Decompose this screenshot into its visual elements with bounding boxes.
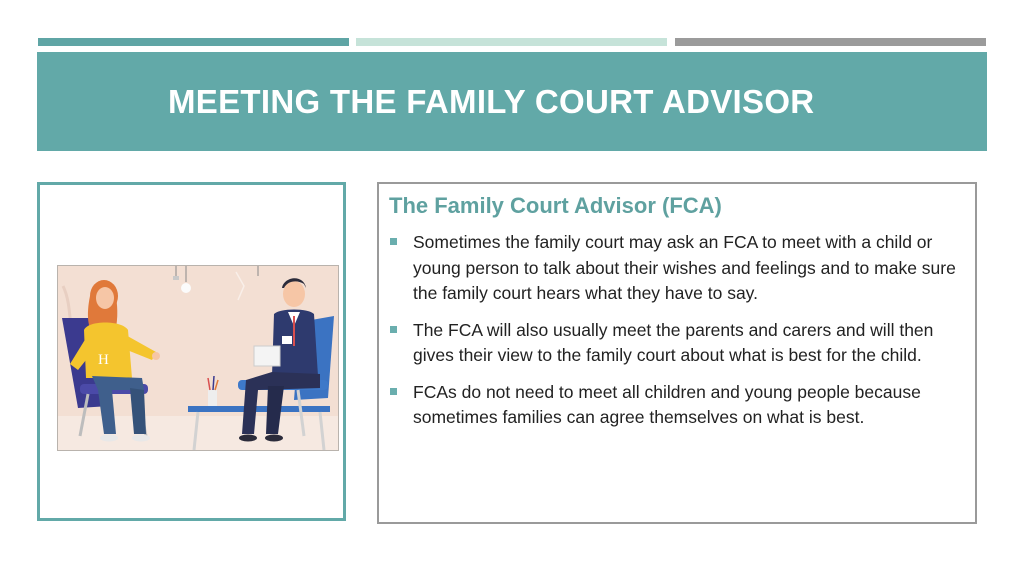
meeting-illustration [57, 265, 339, 451]
bullet-item [389, 318, 959, 369]
accent-bar-gray [675, 38, 986, 46]
bullet-item [389, 380, 959, 431]
square-bullet-icon [390, 388, 397, 395]
image-panel [37, 182, 346, 521]
bullet-text: FCAs do not need to meet all children and young people because sometimes families can agree themselves on what is best. [413, 381, 921, 427]
bullet-text: Sometimes the family court may ask an FCA to meet with a child or young person to talk about their wishes and feelings and to make sure the family court hears what they have to say. [413, 232, 956, 303]
sweater-letter: H [98, 352, 109, 368]
bullet-item [389, 230, 959, 307]
title-band [37, 52, 987, 151]
square-bullet-icon [390, 238, 397, 245]
content-panel [377, 182, 977, 524]
meeting-scene-image [58, 266, 338, 450]
bullet-list [389, 230, 959, 442]
square-bullet-icon [390, 326, 397, 333]
bullet-text: The FCA will also usually meet the parents and carers and will then gives their view to the family court about what is best for the child. [413, 319, 934, 365]
slide-title: MEETING THE FAMILY COURT ADVISOR [168, 83, 815, 120]
section-subtitle: The Family Court Advisor (FCA) [389, 193, 722, 218]
accent-bar-mint [356, 38, 667, 46]
accent-bar-teal [38, 38, 349, 46]
